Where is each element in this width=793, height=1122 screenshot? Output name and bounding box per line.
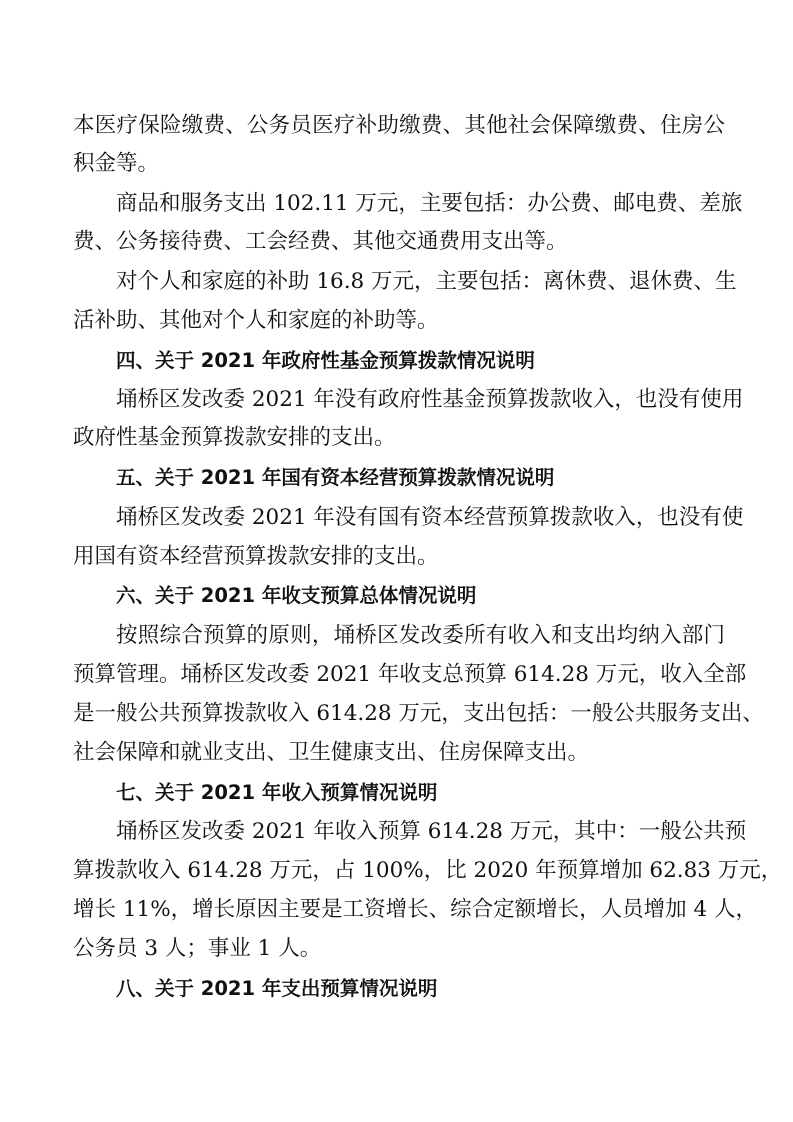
- paragraph-line: 预算管理。埇桥区发改委 2021 年收支总预算 614.28 万元，收入全部: [73, 662, 747, 687]
- section-heading: 六、关于 2021 年收支预算总体情况说明: [116, 584, 477, 607]
- paragraph-line: 本医疗保险缴费、公务员医疗补助缴费、其他社会保障缴费、住房公: [73, 113, 725, 138]
- paragraph-line: 对个人和家庭的补助 16.8 万元，主要包括：离休费、退休费、生: [116, 269, 737, 294]
- paragraph-line: 埇桥区发改委 2021 年没有国有资本经营预算拨款收入，也没有使: [116, 505, 744, 530]
- paragraph-line: 公务员 3 人；事业 1 人。: [73, 936, 322, 961]
- paragraph-line: 社会保障和就业支出、卫生健康支出、住房保障支出。: [73, 740, 590, 765]
- section-heading: 八、关于 2021 年支出预算情况说明: [116, 977, 438, 1000]
- paragraph-line: 用国有资本经营预算拨款安排的支出。: [73, 544, 439, 569]
- section-heading: 七、关于 2021 年收入预算情况说明: [116, 781, 438, 804]
- paragraph-line: 商品和服务支出 102.11 万元，主要包括：办公费、邮电费、差旅: [116, 191, 743, 216]
- section-heading: 五、关于 2021 年国有资本经营预算拨款情况说明: [116, 466, 555, 489]
- paragraph-line: 埇桥区发改委 2021 年没有政府性基金预算拨款收入，也没有使用: [116, 387, 744, 412]
- paragraph-line: 积金等。: [73, 151, 160, 176]
- paragraph-line: 按照综合预算的原则，埇桥区发改委所有收入和支出均纳入部门: [116, 623, 725, 648]
- paragraph-line: 活补助、其他对个人和家庭的补助等。: [73, 308, 439, 333]
- paragraph-line: 政府性基金预算拨款安排的支出。: [73, 425, 396, 450]
- paragraph-line: 算拨款收入 614.28 万元，占 100%，比 2020 年预算增加 62.83 万元，: [73, 858, 783, 883]
- paragraph-line: 埇桥区发改委 2021 年收入预算 614.28 万元，其中：一般公共预: [116, 819, 747, 844]
- paragraph-line: 是一般公共预算拨款收入 614.28 万元，支出包括：一般公共服务支出、: [73, 701, 764, 726]
- paragraph-line: 增长 11%，增长原因主要是工资增长、综合定额增长，人员增加 4 人，: [73, 897, 757, 922]
- section-heading: 四、关于 2021 年政府性基金预算拨款情况说明: [116, 349, 535, 372]
- paragraph-line: 费、公务接待费、工会经费、其他交通费用支出等。: [73, 229, 568, 254]
